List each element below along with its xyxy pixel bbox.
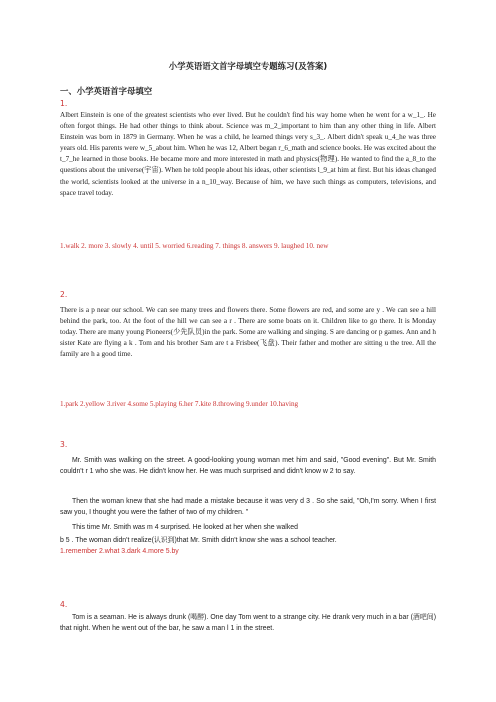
question-1-number: 1. [60, 99, 68, 108]
question-3-paragraph-1: Mr. Smith was walking on the street. A good-looking young woman met him and said, "Good evening". But Mr. Smith couldn't r 1 who she was. He didn't know her. He was much surprised and didn't know w 2 to say. [60, 457, 436, 476]
question-3-paragraph-4: b 5 . The woman didn't realize(认识到)that Mr. Smith didn't know she was a school teacher. [60, 537, 337, 544]
question-2-number: 2. [60, 290, 68, 299]
question-3-paragraph-3: This time Mr. Smith was m 4 surprised. He looked at her when she walked [72, 524, 298, 531]
question-4-number: 4. [60, 600, 68, 609]
question-2-passage: There is a p near our school. We can see many trees and flowers there. Some flowers are red, and some are y . We can see a hill behind the park, too. At the foot of the hill we can see a r . There are some boats on it. Children like to go there. It is Monday today. There are many young Pioneers(少先队员)in the park. Some are walking and singing. S are dancing or p games. Ann and h sister Kate are flying a k . Tom and his brother Sam are t a Frisbee(飞盘). Their father and mother are sitting u the tree. All the family are h a good time. [60, 306, 436, 359]
question-1-passage: Albert Einstein is one of the greatest scientists who ever lived. But he couldn't find his way home when he went for a w_1_. He often forgot things. He had other things to think about. Science was m_2_important to him than any other thing in life. Albert Einstein was born in 1879 in Germany. When he was a child, he learned things very s_3_. Albert didn't speak u_4_he was three years old. His parents were w_5_about him. When he was 12, Albert began r_6_math and science books. He was excited about the t_7_he learned in those books. He became more and more interested in math and physics(物理). He wanted to find the a_8_to the questions about the universe(宇宙). When he told people about his ideas, other scientists l_9_at him at first. But his ideas changed the world, scientists looked at the universe in a n_10_way. Because of him, we have such things as computers, televisions, and space travel today. [60, 111, 436, 197]
question-2-answer: 1.park 2.yellow 3.river 4.some 5.playing 6.her 7.kite 8.throwing 9.under 10.having [60, 400, 299, 408]
document-title: 小学英语语文首字母填空专题练习(及答案) [168, 61, 328, 71]
question-3-answer: 1.remember 2.what 3.dark 4.more 5.by [60, 548, 179, 555]
question-1-answer: 1.walk 2. more 3. slowly 4. until 5. worried 6.reading 7. things 8. answers 9. laughed 10. new [60, 242, 329, 250]
section-heading: 一、小学英语首字母填空 [60, 86, 153, 96]
question-3-paragraph-2: Then the woman knew that she had made a mistake because it was very d 3 . So she said, "Oh,I'm sorry. When I first saw you, I thought you were the father of two of my children. " [60, 498, 436, 517]
question-3-number: 3. [60, 440, 68, 449]
question-4-passage: Tom is a seaman. He is always drunk (喝醉). One day Tom went to a strange city. He drank very much in a bar (酒吧间) that night. When he went out of the bar, he saw a man l 1 in the street. [60, 614, 436, 633]
